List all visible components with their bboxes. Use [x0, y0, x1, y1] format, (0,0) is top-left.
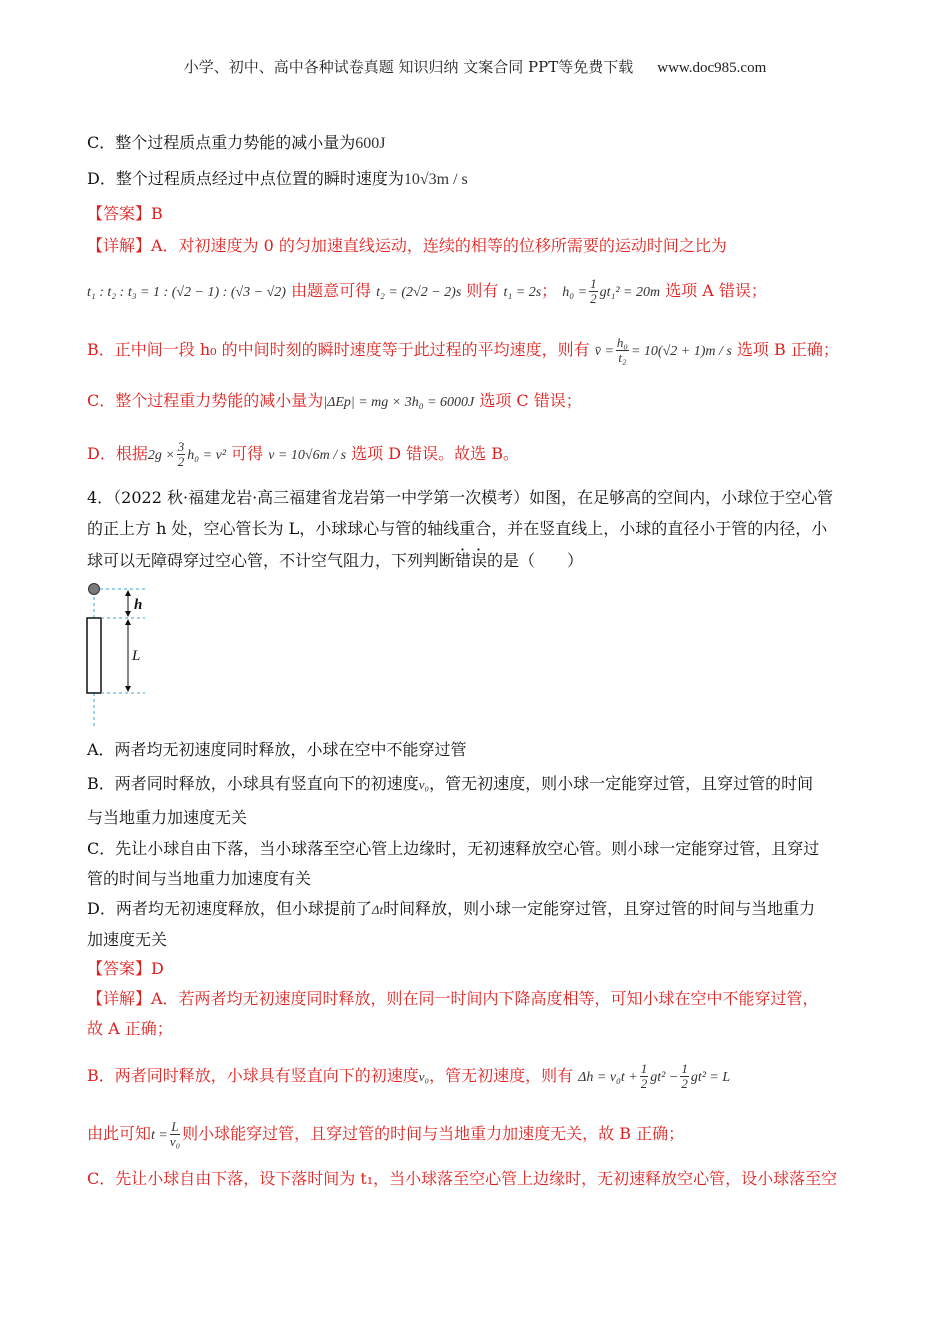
ratio-text-2: 则有 — [466, 281, 499, 300]
vbar-frac-num: h₀ — [616, 335, 628, 350]
explain-c-text: C．整个过程重力势能的减小量为 — [87, 391, 324, 410]
explain-b-tail: 选项 B 正确； — [736, 340, 839, 359]
q3-answer: 【答案】B — [87, 204, 163, 223]
page-header — [0, 56, 950, 77]
header-url[interactable]: www.doc985.com — [657, 60, 767, 76]
q4-explain-b-2b: 则小球能穿过管，且穿过管的时间与当地重力加速度无关，故 B 正确； — [182, 1124, 685, 1143]
q3-option-d-math: 10√3m / s — [403, 171, 468, 188]
explain-d-text: D．根据 — [87, 444, 148, 463]
q3-option-c — [87, 132, 385, 155]
q4-stem-line-3 — [87, 550, 583, 572]
q4-explain-b-1a: B．两者同时释放，小球具有竖直向下的初速度 — [87, 1066, 419, 1085]
ball-tube-figure — [80, 583, 160, 728]
q3-option-c-text: C．整个过程质点重力势能的减小量为 — [87, 133, 356, 152]
q4-explain-b-math-2: gt² − — [650, 1070, 679, 1085]
q4-option-d-line-1 — [87, 898, 815, 921]
h0-lhs: h₀ = — [562, 285, 588, 300]
q3-option-c-math: 600J — [355, 135, 386, 152]
q4-option-b-1a: B．两者同时释放，小球具有竖直向下的初速度 — [87, 774, 419, 793]
explain-d-mid: 可得 — [231, 444, 264, 463]
q4-explain-a-line-1: 【详解】A．若两者均无初速度同时释放，则在同一时间内下降高度相等，可知小球在空中不能穿过管， — [87, 989, 819, 1008]
q3-explain-a-ratio — [87, 277, 767, 306]
q4-explain-b-frac2-den: 2 — [681, 1076, 688, 1091]
explain-c-math: |ΔEp| = mg × 3h₀ = 6000J — [323, 395, 475, 410]
q4-explain-b-v0: v₀ — [418, 1069, 430, 1084]
vbar-fraction — [616, 336, 629, 365]
q4-answer: 【答案】D — [87, 959, 164, 978]
h-arrow-up — [125, 590, 131, 596]
label-L: L — [132, 648, 141, 664]
q4-explain-b-fraction-1 — [640, 1062, 649, 1091]
t1-math: t₁ = 2s — [503, 285, 542, 300]
q3-explain-b — [87, 336, 839, 365]
q4-option-b-v0: v₀ — [418, 777, 430, 792]
explain-d-frac-num: 3 — [177, 439, 185, 454]
explain-b-text: B．正中间一段 h₀ 的中间时刻的瞬时速度等于此过程的平均速度，则有 — [87, 340, 590, 359]
q4-option-d-dt: Δt — [371, 902, 384, 917]
h0-frac-den: 2 — [590, 291, 597, 306]
explain-d-frac-den: 2 — [177, 454, 185, 469]
ratio-math: t₁ : t₂ : t₃ = 1 : (√2 − 1) : (√3 − √2) — [87, 285, 286, 300]
h0-frac-num: 1 — [590, 276, 597, 291]
q4-explain-b-t-num: L — [171, 1119, 179, 1134]
h-arrow-down — [125, 611, 131, 617]
semicolon: ； — [541, 281, 558, 300]
q4-explain-b-fraction-2 — [680, 1062, 689, 1091]
q4-stem-line-2: 的正上方 h 处，空心管长为 L，小球球心与管的轴线重合，并在竖直线上，小球的直径小于管的内径，小 — [87, 519, 828, 538]
q4-explain-b-frac1-den: 2 — [640, 1076, 648, 1091]
vbar-rhs: = 10(√2 + 1)m / s — [630, 344, 732, 359]
q4-option-d-1b: 时间释放，则小球一定能穿过管，且穿过管的时间与当地重力 — [383, 899, 816, 918]
h0-rhs: gt₁² = 20m — [599, 285, 661, 300]
q4-explain-a-line-2: 故 A 正确； — [87, 1019, 173, 1038]
q4-stem-3a: 球可以无障碍穿过空心管，不计空气阻力，下列判断 — [87, 551, 456, 570]
q3-option-d — [87, 168, 468, 191]
q4-explain-b-line-1 — [87, 1062, 730, 1091]
q3-explain-a-head: 【详解】A．对初速度为 0 的匀加速直线运动，连续的相等的位移所需要的运动时间之比为 — [87, 236, 727, 255]
L-arrow-down — [125, 686, 131, 692]
explain-d-tail: 选项 D 错误。故选 B。 — [351, 444, 519, 463]
q3-explain-c — [87, 390, 582, 414]
q4-explain-b-line-2 — [87, 1120, 684, 1149]
q4-option-c-line-2: 管的时间与当地重力加速度有关 — [87, 869, 312, 888]
explain-d-math-2: v = 10√6m / s — [268, 448, 347, 463]
ball — [89, 584, 100, 595]
q4-explain-b-frac2-num: 1 — [681, 1061, 688, 1076]
q4-option-b-line-2: 与当地重力加速度无关 — [87, 808, 248, 827]
q4-stem-3b: 的是（ ） — [487, 551, 584, 570]
q4-stem-line-1: 4．（2022 秋·福建龙岩·高三福建省龙岩第一中学第一次模考）如图，在足够高的空间内，小球位于空心管 — [87, 488, 834, 507]
emphasis-char-1: 错 — [455, 551, 472, 570]
explain-d-math-1b: h₀ = v² — [187, 448, 227, 463]
vbar-frac-den: t₂ — [618, 350, 627, 365]
ratio-text-1: 由题意可得 — [291, 281, 372, 300]
q4-option-c-line-1: C．先让小球自由下落，当小球落至空心管上边缘时，无初速释放空心管。则小球一定能穿过管，且穿过 — [87, 839, 820, 858]
q4-option-b-1b: ，管无初速度，则小球一定能穿过管，且穿过管的时间 — [429, 774, 814, 793]
h0-fraction — [589, 277, 598, 306]
q4-explain-b-t-den: v₀ — [169, 1134, 181, 1149]
q4-explain-b-frac1-num: 1 — [640, 1061, 648, 1076]
hollow-tube — [87, 618, 101, 693]
label-h: h — [134, 597, 143, 613]
t2-math: t₂ = (2√2 − 2)s — [376, 285, 462, 300]
q4-explain-b-math-3: gt² = L — [690, 1070, 731, 1085]
L-arrow-up — [125, 619, 131, 625]
explain-d-math-1a: 2g × — [147, 448, 175, 463]
q4-explain-b-t-eq: t = — [151, 1128, 168, 1143]
ratio-text-3: 选项 A 错误； — [665, 281, 767, 300]
q4-explain-b-t-fraction — [170, 1120, 180, 1149]
q4-option-b-line-1 — [87, 773, 813, 796]
q4-explain-b-2a: 由此可知 — [87, 1124, 152, 1143]
q4-explain-b-1b: ，管无初速度，则有 — [429, 1066, 574, 1085]
emphasis-char-2: 误 — [471, 551, 488, 570]
q4-explain-c-line-1: C．先让小球自由下落，设下落时间为 t₁，当小球落至空心管上边缘时，无初速释放空心管，设小球落至空 — [87, 1169, 838, 1188]
explain-d-fraction — [177, 440, 186, 469]
q4-option-d-1a: D．两者均无初速度释放，但小球提前了 — [87, 899, 372, 918]
vbar-lhs: v̄ = — [594, 344, 614, 359]
header-text: 小学、初中、高中各种试卷真题 知识归纳 文案合同 PPT等免费下载 — [183, 58, 634, 76]
q4-option-a: A．两者均无初速度同时释放，小球在空中不能穿过管 — [87, 740, 467, 759]
q3-explain-d — [87, 440, 519, 469]
q3-option-d-text: D．整个过程质点经过中点位置的瞬时速度为 — [87, 169, 404, 188]
explain-c-tail: 选项 C 错误； — [479, 391, 582, 410]
q4-explain-b-math-1: Δh = v₀t + — [578, 1070, 638, 1085]
q4-option-d-line-2: 加速度无关 — [87, 930, 168, 949]
